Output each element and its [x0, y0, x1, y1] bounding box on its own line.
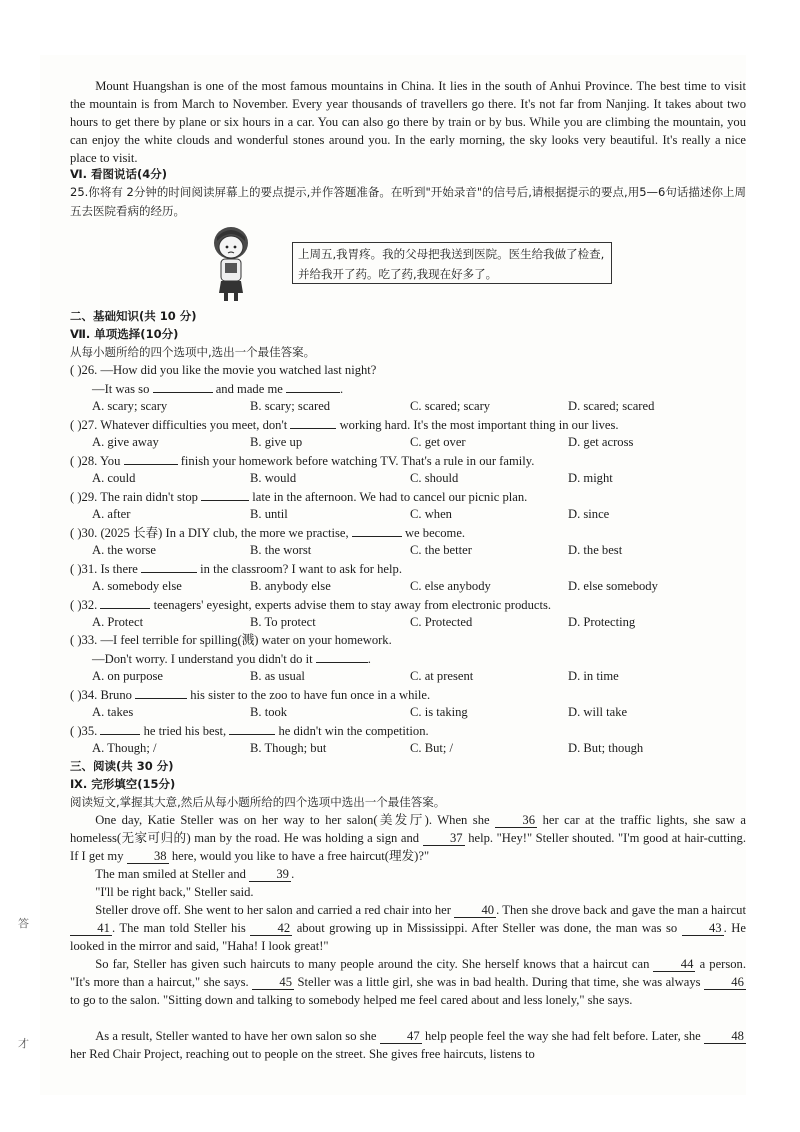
exam-page [18, 55, 747, 1095]
question-29: ( )29. The rain didn't stop late in the afternoon. We had to cancel our picnic plan. [70, 487, 527, 506]
section8-instruction: 阅读短文,掌握其大意,然后从每小题所给的四个选项中选出一个最佳答案。 [70, 795, 446, 809]
question-30: ( )30. (2025 长春) In a DIY club, the more we practise, we become. [70, 523, 465, 542]
question-32: ( )32. teenagers' eyesight, experts advise them to stay away from electronic products. [70, 595, 551, 614]
options-32: A. Protect B. To protect C. Protected D. Protecting [92, 615, 636, 629]
cloze-paragraph-3: "I'll be right back," Steller said. [95, 885, 254, 899]
part2-heading: 二、基础知识(共 10 分) [70, 309, 197, 323]
section8-heading: Ⅸ. 完形填空(15分) [70, 777, 176, 791]
question-35: ( )35. he tried his best, he didn't win the competition. [70, 721, 429, 740]
cloze-paragraph-4: Steller drove off. She went to her salon and carried a red chair into her 40 . Then she drove back and gave the man a haircut 41 . The man told Steller his 42 about growing up in Mississippi. After Steller was done, the man was so 43 . He looked in the mirror and said, "Haha! I look great!" [70, 903, 746, 953]
question-33-line2: —Don't worry. I understand you didn't do it . [92, 649, 371, 668]
cloze-paragraph-6: As a result, Steller wanted to have her own salon so she 47 help people feel the way she had felt before. Later, she 48 her Red Chair Project, reaching out to people on the street. She gives free haircuts, listens to [70, 1027, 746, 1063]
side-mark-2: 才 [18, 1037, 29, 1050]
passage-huangshan: Mount Huangshan is one of the most famous mountains in China. It lies in the south of Anhui Province. The best time to visit the mountain is from March to November. Every year thousands of travellers go there. It's not far from Nanjing. It takes about two hours to get there by plane or six hours in a car. You can also go there by train or by bus. While you are climbing the mountain, you can enjoy the white clouds and wonderful stones around you. In the early morning, the sky looks very beautiful. It's really a nice place to visit. [70, 79, 746, 165]
options-30: A. the worse B. the worst C. the better D. the best [92, 543, 623, 557]
question-26: ( )26. —How did you like the movie you watched last night? [70, 363, 377, 377]
hint-box: 上周五,我胃疼。我的父母把我送到医院。医生给我做了检查,并给我开了药。吃了药,我现在好多了。 [292, 242, 612, 284]
section7-heading: Ⅶ. 单项选择(10分) [70, 327, 179, 341]
girl-illustration [205, 223, 257, 303]
options-26: A. scary; scary B. scary; scared C. scared; scary D. scared; scared [92, 399, 655, 413]
cloze-paragraph-5: So far, Steller has given such haircuts to many people around the city. She herself knows that a haircut can 44 a person. "It's more than a haircut," she says. 45 Steller was a little girl, she was in bad health. During that time, she was always 46 to go to the salon. "Sitting down and talking to somebody helped me feel cared about and less lonely," she says. [70, 957, 747, 1007]
question-26-line2: —It was so and made me . [92, 379, 343, 398]
question-28: ( )28. You finish your homework before watching TV. That's a rule in our family. [70, 451, 534, 470]
side-mark-1: 答 [18, 917, 29, 930]
options-35: A. Though; / B. Though; but C. But; / D. But; though [92, 741, 644, 755]
section6-prompt: 25.你将有 2分钟的时间阅读屏幕上的要点提示,并作答题准备。在听到"开始录音"的信号后,请根据提示的要点,用5—6句话描述你上周五去医院看病的经历。 [70, 185, 746, 218]
question-27: ( )27. Whatever difficulties you meet, don't working hard. It's the most important thing in our lives. [70, 415, 619, 434]
question-33: ( )33. —I feel terrible for spilling(溅) water on your homework. [70, 633, 392, 647]
section7-instruction: 从每小题所给的四个选项中,选出一个最佳答案。 [70, 345, 316, 359]
cloze-paragraph-1: One day, Katie Steller was on her way to her salon(美发厅). When she 36 her car at the traffic lights, she saw a homeless(无家可归的) man by the road. He was holding a sign and 37 help. "Hey!" Steller shouted. "I'm good at hair-cutting. If I get my 38 here, would you like to have a free haircut(理发)?" [70, 813, 746, 863]
options-29: A. after B. until C. when D. since [92, 507, 610, 521]
part3-heading: 三、阅读(共 30 分) [70, 759, 174, 773]
question-31: ( )31. Is there in the classroom? I want to ask for help. [70, 559, 402, 578]
section6-heading: Ⅵ. 看图说话(4分) [70, 167, 168, 181]
options-27: A. give away B. give up C. get over D. get across [92, 435, 634, 449]
options-34: A. takes B. took C. is taking D. will take [92, 705, 628, 719]
options-28: A. could B. would C. should D. might [92, 471, 613, 485]
cloze-paragraph-2: The man smiled at Steller and 39 . [95, 867, 295, 881]
options-31: A. somebody else B. anybody else C. else anybody D. else somebody [92, 579, 658, 593]
options-33: A. on purpose B. as usual C. at present D. in time [92, 669, 619, 683]
question-34: ( )34. Bruno his sister to the zoo to have fun once in a while. [70, 685, 430, 704]
